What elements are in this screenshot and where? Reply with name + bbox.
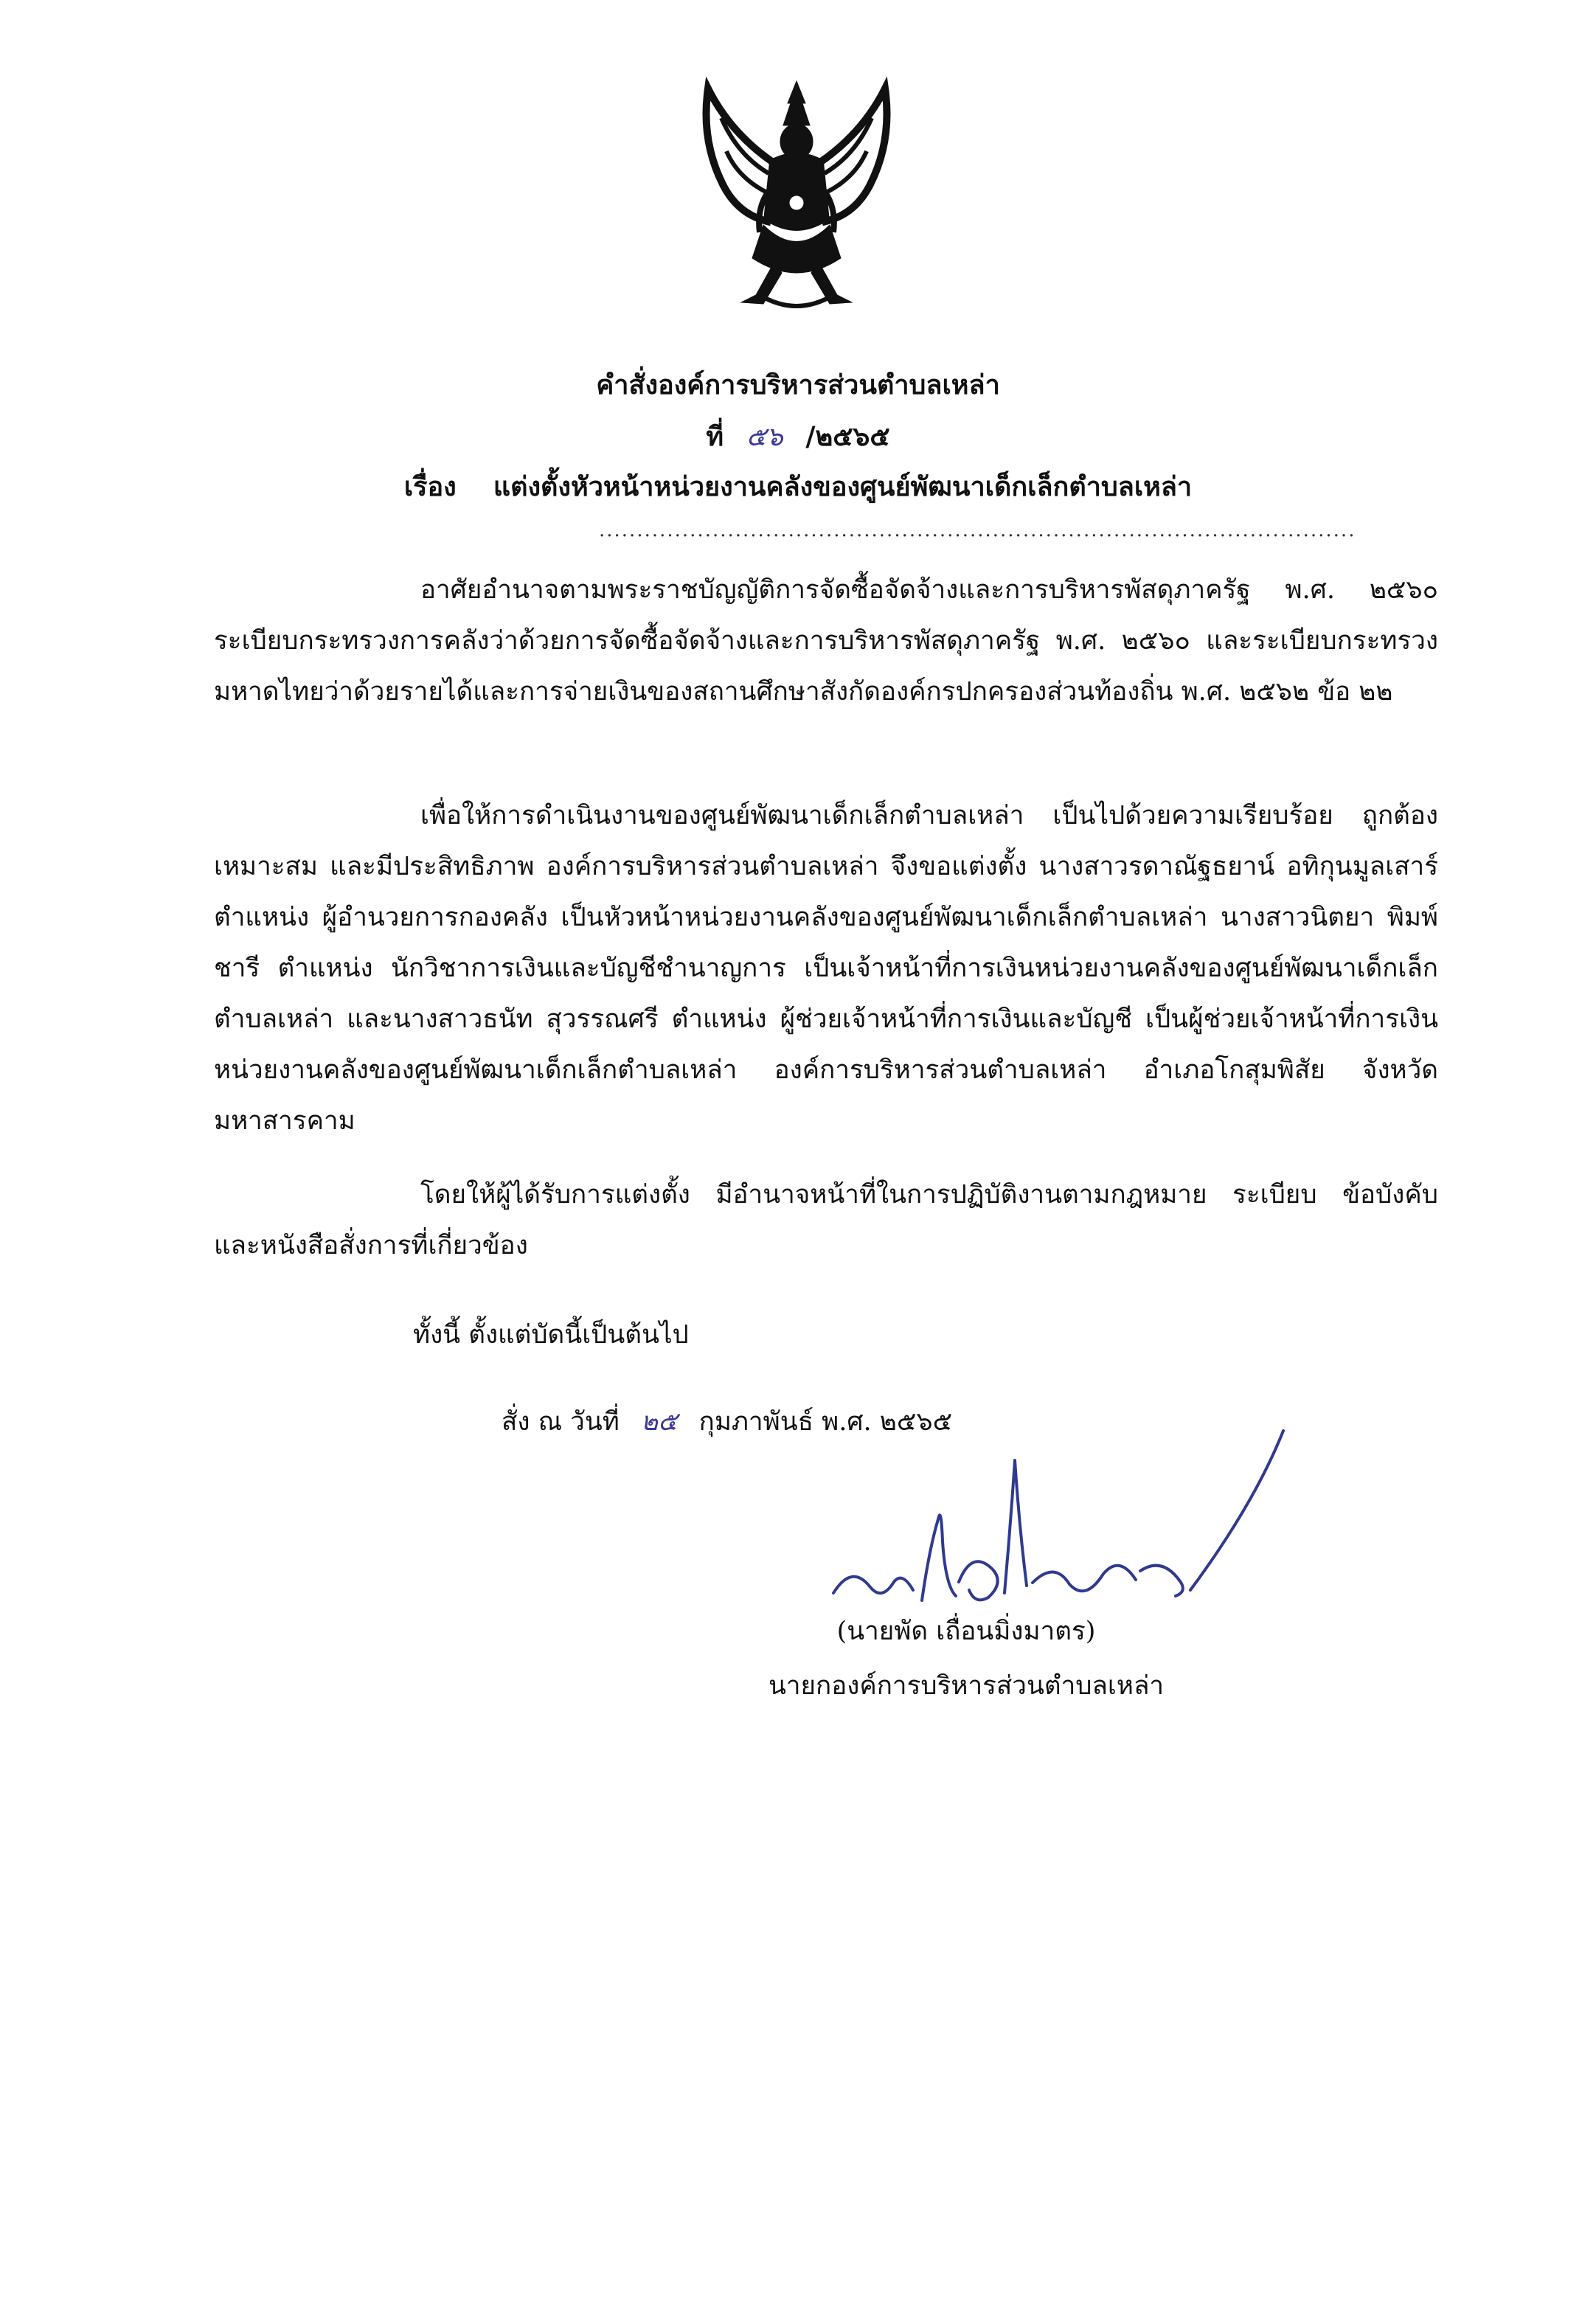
garuda-emblem-icon (686, 74, 907, 317)
order-number-prefix: ที่ (706, 421, 724, 452)
paragraph-duties: โดยให้ผู้ได้รับการแต่งตั้ง มีอำนาจหน้าที่ในการปฏิบัติงานตามกฎหมาย ระเบียบ ข้อบังคับ และหนังสือสั่งการที่เกี่ยวข้อง (214, 1180, 1438, 1260)
order-number-suffix: /๒๕๖๕ (805, 421, 890, 452)
order-date-suffix: กุมภาพันธ์ พ.ศ. ๒๕๖๕ (698, 1407, 953, 1437)
signer-position: นายกองค์การบริหารส่วนตำบลเหล่า (768, 1671, 1165, 1701)
separator-dots: .................................................................................................... (599, 519, 1356, 541)
paragraph-authority: อาศัยอำนาจตามพระราชบัญญัติการจัดซื้อจัดจ้างและการบริหารพัสดุภาครัฐ พ.ศ. ๒๕๖๐ ระเบียบกระทรวงการคลังว่าด้วยการจัดซื้อจัดจ้างและการบริหารพัสดุภาครัฐ พ.ศ. ๒๕๖๐ และระเบียบกระทรวงมหาดไทยว่าด้วยรายได้และการจ่ายเงินของสถานศึกษาสังกัดองค์กรปกครองส่วนท้องถิ่น พ.ศ. ๒๕๖๒ ข้อ ๒๒ (214, 575, 1438, 707)
order-number-handwritten: ๕๖ (746, 422, 783, 452)
order-date-prefix: สั่ง ณ วันที่ (502, 1407, 620, 1437)
subject-label: เรื่อง (403, 471, 457, 502)
subject-text: แต่งตั้งหัวหน้าหน่วยงานคลังของศูนย์พัฒนาเด็กเล็กตำบลเหล่า (493, 471, 1193, 502)
order-number (0, 417, 1596, 457)
order-day-handwritten: ๒๕ (640, 1407, 678, 1437)
subject-line (0, 468, 1596, 506)
signer-name: (นายพัด เถื่อนมิ่งมาตร) (836, 1617, 1096, 1646)
signature-mark (811, 1416, 1298, 1637)
paragraph-appointment: เพื่อให้การดำเนินงานของศูนย์พัฒนาเด็กเล็กตำบลเหล่า เป็นไปด้วยความเรียบร้อย ถูกต้อง เหมาะสม และมีประสิทธิภาพ องค์การบริหารส่วนตำบลเหล่า จึงขอแต่งตั้ง นางสาวรดาณัฐธยาน์ อทิกุนมูลเสาร์ ตำแหน่ง ผู้อำนวยการกองคลัง เป็นหัวหน้าหน่วยงานคลังของศูนย์พัฒนาเด็กเล็กตำบลเหล่า นางสาวนิตยา พิมพ์ชารี ตำแหน่ง นักวิชาการเงินและบัญชีชำนาญการ เป็นเจ้าหน้าที่การเงินหน่วยงานคลังของศูนย์พัฒนาเด็กเล็กตำบลเหล่า และนางสาวธนัท สุวรรณศรี ตำแหน่ง ผู้ช่วยเจ้าหน้าที่การเงินและบัญชี เป็นผู้ช่วยเจ้าหน้าที่การเงินหน่วยงานคลังของศูนย์พัฒนาเด็กเล็กตำบลเหล่า องค์การบริหารส่วนตำบลเหล่า อำเภอโกสุมพิสัย จังหวัดมหาสารคาม (214, 801, 1438, 1136)
effective-date-text: ทั้งนี้ ตั้งแต่บัดนี้เป็นต้นไป (413, 1320, 689, 1350)
document-title: คำสั่งองค์การบริหารส่วนตำบลเหล่า (596, 369, 1000, 400)
